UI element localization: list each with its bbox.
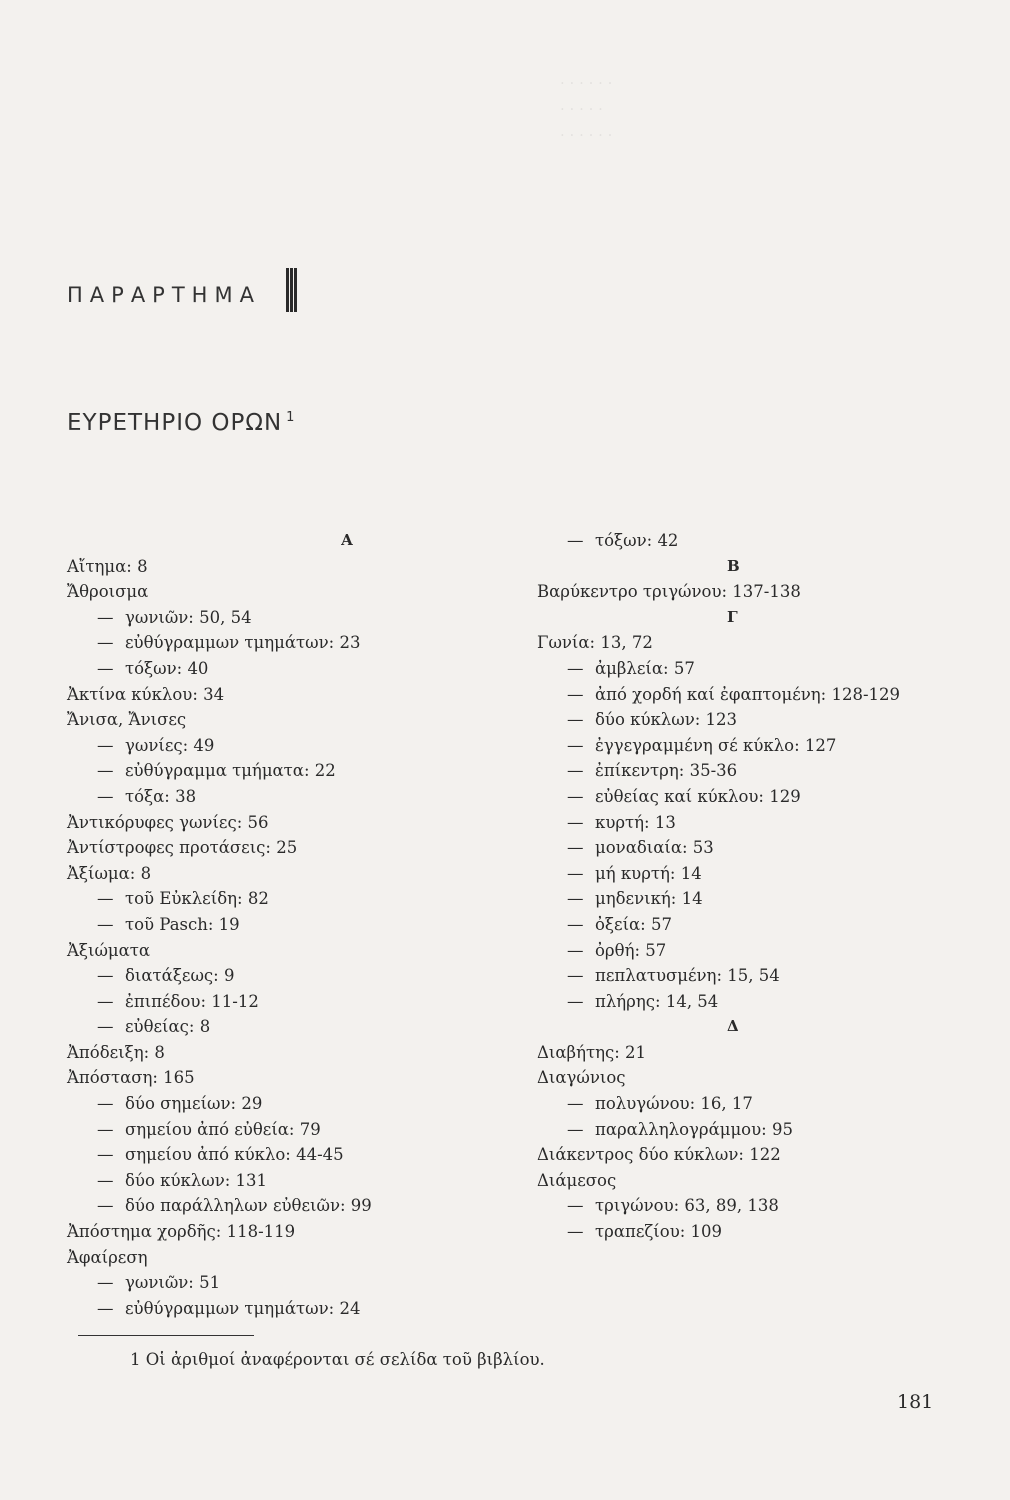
- index-subentry: [67, 1168, 487, 1194]
- index-subentry: [67, 605, 487, 631]
- index-subentry: [537, 810, 957, 836]
- index-subentry-text: τοῦ Εὐκλείδη: 82: [125, 889, 269, 909]
- index-subentry-text: εὐθύγραμμων τμημάτων: 24: [125, 1298, 361, 1318]
- index-entry: Διαβήτης: 21: [537, 1042, 647, 1062]
- index-subentry-text: δύο κύκλων: 123: [595, 710, 738, 730]
- index-dash: —: [97, 991, 114, 1011]
- index-subentry: [67, 1014, 487, 1040]
- index-subentry-text: εὐθύγραμμων τμημάτων: 23: [125, 633, 361, 653]
- index-subentry: [537, 938, 957, 964]
- index-subentry-text: παραλληλογράμμου: 95: [595, 1119, 793, 1139]
- index-subentry: [537, 886, 957, 912]
- index-subentry-text: τόξων: 40: [125, 658, 209, 678]
- index-subentry: [537, 1117, 957, 1143]
- index-subentry-text: μοναδιαία: 53: [595, 838, 714, 858]
- index-dash: —: [97, 914, 114, 934]
- index-dash: —: [567, 966, 584, 986]
- index-subentry: [67, 912, 487, 938]
- index-subentry: [67, 1142, 487, 1168]
- footnote: 1 Οἱ ἀριθμοί ἀναφέρονται σέ σελίδα τοῦ βιβλίου.: [130, 1350, 545, 1369]
- index-dash: —: [97, 1170, 114, 1190]
- index-subentry-text: ἐγγεγραμμένη σέ κύκλο: 127: [595, 735, 837, 755]
- index-subentry-text: μή κυρτή: 14: [595, 863, 702, 883]
- index-subentry: [537, 733, 957, 759]
- index-subentry: [537, 682, 957, 708]
- index-letter-heading: Γ: [727, 607, 738, 626]
- index-dash: —: [97, 1119, 114, 1139]
- index-subentry-text: πεπλατυσμένη: 15, 54: [595, 966, 780, 986]
- index-entry: Ἀπόσταση: 165: [67, 1068, 195, 1088]
- index-subentry: [67, 886, 487, 912]
- index-dash: —: [97, 1298, 114, 1318]
- index-dash: —: [567, 735, 584, 755]
- index-dash: —: [567, 838, 584, 858]
- index-dash: —: [567, 684, 584, 704]
- index-dash: —: [567, 761, 584, 781]
- index-subentry: [67, 656, 487, 682]
- index-subentry-text: μηδενική: 14: [595, 889, 703, 909]
- index-subentry-text: εὐθείας καί κύκλου: 129: [595, 786, 801, 806]
- index-subentry: [537, 784, 957, 810]
- index-dash: —: [97, 633, 114, 653]
- index-entry: Ἀντικόρυφες γωνίες: 56: [67, 812, 269, 832]
- index-subentry: [537, 707, 957, 733]
- index-letter-heading: Δ: [727, 1017, 739, 1036]
- index-subentry-text: ὀξεία: 57: [595, 914, 672, 934]
- index-dash: —: [97, 889, 114, 909]
- index-dash: —: [97, 658, 114, 678]
- index-subentry: [537, 1219, 957, 1245]
- index-subentry-text: γωνίες: 49: [125, 735, 215, 755]
- index-subentry: [67, 989, 487, 1015]
- index-subentry-text: ἐπίκεντρη: 35-36: [595, 761, 738, 781]
- appendix-title: ΠΑΡΑΡΤΗΜΑ: [67, 283, 261, 307]
- index-subentry-text: ὀρθή: 57: [595, 940, 667, 960]
- index-dash: —: [97, 761, 114, 781]
- index-subentry: [537, 835, 957, 861]
- index-dash: —: [97, 966, 114, 986]
- index-dash: —: [97, 1273, 114, 1293]
- index-entry: Διάκεντρος δύο κύκλων: 122: [537, 1145, 781, 1165]
- index-column-left: [67, 528, 487, 1321]
- index-subentry-text: δύο κύκλων: 131: [125, 1170, 268, 1190]
- index-column-right: [537, 528, 957, 1245]
- index-subentry: [67, 1091, 487, 1117]
- index-entry: Ἀξιώματα: [67, 940, 151, 960]
- index-subentry-text: ἀμβλεία: 57: [595, 658, 695, 678]
- index-subentry: [537, 528, 957, 554]
- index-entry: Αἴτημα: 8: [67, 556, 148, 576]
- index-subentry-text: διατάξεως: 9: [125, 966, 235, 986]
- index-entry: Ἀφαίρεση: [67, 1247, 148, 1267]
- index-subentry: [67, 1193, 487, 1219]
- index-entry: Ἀπόδειξη: 8: [67, 1042, 165, 1062]
- index-dash: —: [567, 940, 584, 960]
- index-entry: Γωνία: 13, 72: [537, 633, 653, 653]
- index-title: [67, 410, 295, 436]
- index-subentry-text: εὐθύγραμμα τμήματα: 22: [125, 761, 336, 781]
- index-subentry: [537, 989, 957, 1015]
- index-dash: —: [567, 889, 584, 909]
- index-letter-heading: Α: [341, 531, 353, 549]
- index-subentry: [67, 1270, 487, 1296]
- index-subentry-text: δύο παράλληλων εὐθειῶν: 99: [125, 1196, 372, 1216]
- index-dash: —: [97, 1145, 114, 1165]
- index-subentry-text: ἀπό χορδή καί ἐφαπτομένη: 128-129: [595, 684, 901, 704]
- index-subentry-text: κυρτή: 13: [595, 812, 676, 832]
- index-subentry-text: τόξα: 38: [125, 786, 197, 806]
- index-dash: —: [97, 735, 114, 755]
- index-dash: —: [567, 863, 584, 883]
- index-entry: Διάμεσος: [537, 1170, 617, 1190]
- index-subentry-text: γωνιῶν: 50, 54: [125, 607, 252, 627]
- index-entry: Ἄθροισμα: [67, 582, 149, 602]
- index-subentry-text: εὐθείας: 8: [125, 1017, 211, 1037]
- index-dash: —: [567, 786, 584, 806]
- index-title-footnote-mark: 1: [286, 410, 296, 426]
- index-entry: Βαρύκεντρο τριγώνου: 137-138: [537, 582, 801, 602]
- index-subentry-text: τριγώνου: 63, 89, 138: [595, 1196, 779, 1216]
- index-dash: —: [567, 658, 584, 678]
- index-subentry: [537, 912, 957, 938]
- index-subentry: [537, 758, 957, 784]
- index-subentry-text: τραπεζίου: 109: [595, 1222, 723, 1242]
- index-dash: —: [567, 914, 584, 934]
- index-entry: Ἀπόστημα χορδῆς: 118-119: [67, 1222, 296, 1242]
- index-dash: —: [567, 710, 584, 730]
- index-dash: —: [97, 1094, 114, 1114]
- appendix-numeral-mark: [286, 268, 298, 312]
- index-subentry: [537, 963, 957, 989]
- index-title-text: ΕΥΡΕΤΗΡΙΟ ΟΡΩΝ: [67, 410, 283, 436]
- index-entry: Ἀξίωμα: 8: [67, 863, 152, 883]
- index-dash: —: [97, 1196, 114, 1216]
- index-subentry: [67, 784, 487, 810]
- index-subentry: [537, 656, 957, 682]
- index-subentry-text: τόξων: 42: [595, 531, 679, 550]
- index-subentry-text: σημείου ἀπό εὐθεία: 79: [125, 1119, 321, 1139]
- index-subentry-text: πλήρης: 14, 54: [595, 991, 719, 1011]
- index-subentry: [537, 861, 957, 887]
- index-subentry-text: σημείου ἀπό κύκλο: 44-45: [125, 1145, 344, 1165]
- index-subentry-text: γωνιῶν: 51: [125, 1273, 221, 1293]
- index-dash: —: [567, 1094, 584, 1114]
- index-dash: —: [97, 786, 114, 806]
- index-dash: —: [97, 1017, 114, 1037]
- index-dash: —: [567, 812, 584, 832]
- index-entry: Ἀκτίνα κύκλου: 34: [67, 684, 225, 704]
- index-dash: —: [97, 607, 114, 627]
- index-subentry: [67, 758, 487, 784]
- index-subentry: [67, 1117, 487, 1143]
- index-dash: —: [567, 531, 584, 550]
- index-entry: Ἀντίστροφες προτάσεις: 25: [67, 838, 298, 858]
- index-subentry-text: ἐπιπέδου: 11-12: [125, 991, 259, 1011]
- page-number: 181: [897, 1391, 934, 1413]
- index-subentry-text: πολυγώνου: 16, 17: [595, 1094, 753, 1114]
- index-subentry: [67, 1296, 487, 1322]
- index-subentry: [67, 630, 487, 656]
- footnote-rule: [78, 1335, 254, 1336]
- index-subentry: [537, 1193, 957, 1219]
- index-dash: —: [567, 1196, 584, 1216]
- index-dash: —: [567, 1222, 584, 1242]
- index-subentry-text: δύο σημείων: 29: [125, 1094, 263, 1114]
- index-subentry: [537, 1091, 957, 1117]
- index-entry: Διαγώνιος: [537, 1068, 626, 1088]
- index-letter-heading: Β: [727, 556, 740, 575]
- bleed-through: · · · · · · · · · · · · · · · · ·: [560, 74, 613, 144]
- index-dash: —: [567, 991, 584, 1011]
- index-entry: Ἄνισα, Ἄνισες: [67, 710, 187, 730]
- index-subentry: [67, 733, 487, 759]
- index-subentry-text: τοῦ Pasch: 19: [125, 914, 240, 934]
- index-subentry: [67, 963, 487, 989]
- index-dash: —: [567, 1119, 584, 1139]
